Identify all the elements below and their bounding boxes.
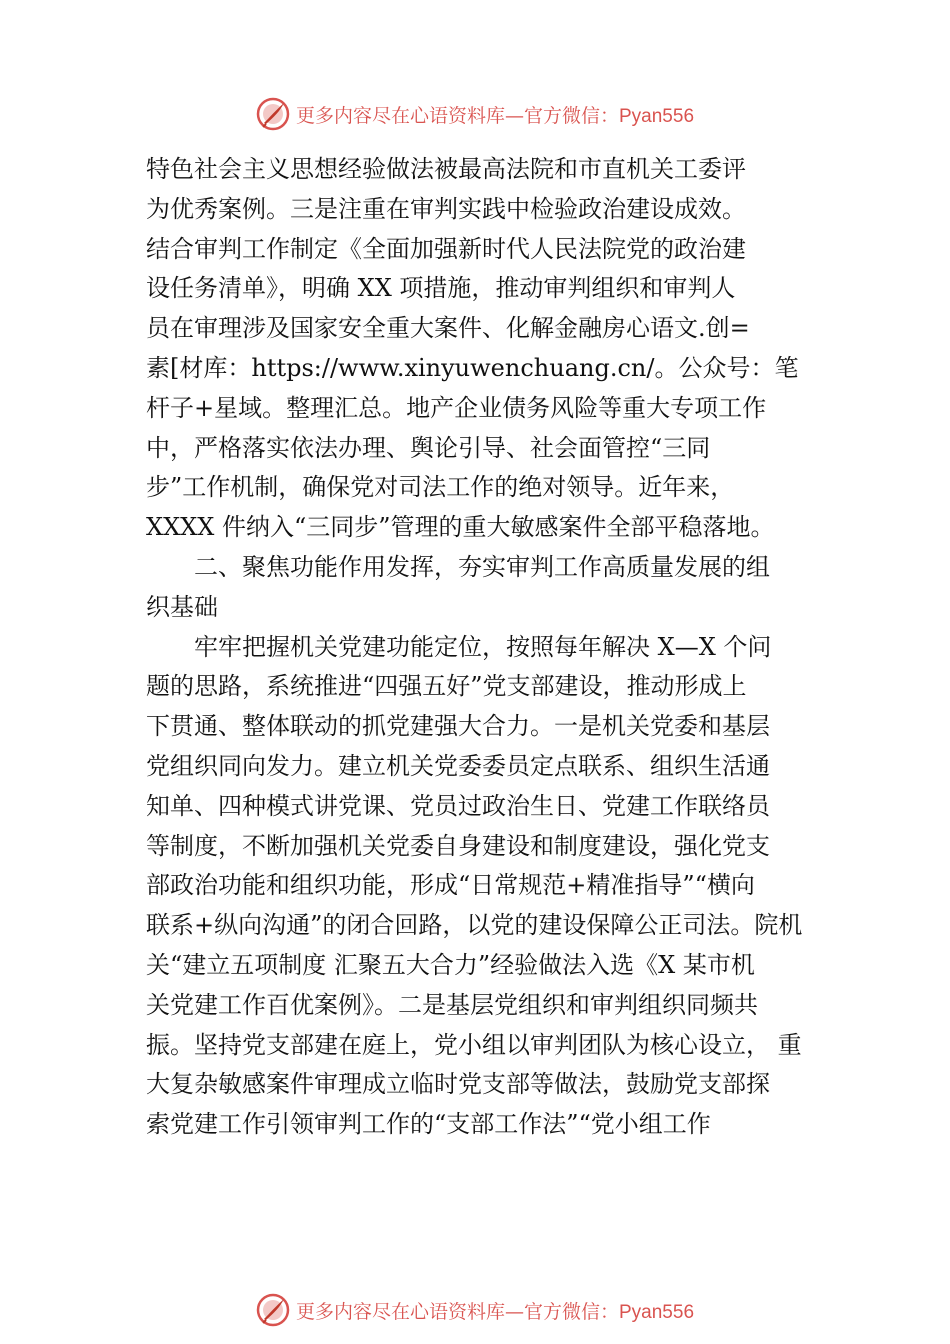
body-line: 结合审判工作制定《全面加强新时代人民法院党的政治建	[146, 234, 746, 263]
seal-quill-logo-icon	[256, 97, 290, 131]
header-watermark-text: 更多内容尽在心语资料库—官方微信：Pyan556	[295, 104, 695, 127]
body-line: 党组织同向发力。建立机关党委委员定点联系、组织生活通	[146, 751, 770, 780]
body-line: 关党建工作百优案例》。二是基层党组织和审判组织同频共	[146, 990, 758, 1019]
wechat-id: Pyan556	[619, 105, 695, 127]
body-line: 联系+纵向沟通”的闭合回路，以党的建设保障公正司法。院机	[146, 911, 803, 940]
body-line: 下贯通、整体联动的抓党建强大合力。一是机关党委和基层	[146, 712, 770, 741]
body-line: 素[材库：https://www.xinyuwenchuang.cn/。公众号：笔	[146, 353, 799, 382]
body-line: 题的思路，系统推进“四强五好”党支部建设，推动形成上	[146, 672, 747, 701]
body-line: 步”工作机制，确保党对司法工作的绝对领导。近年来，	[146, 473, 735, 502]
seal-quill-logo-icon	[256, 1293, 290, 1327]
body-line: 振。坚持党支部建在庭上，党小组以审判团队为核心设立， 重	[146, 1030, 802, 1059]
body-line: 部政治功能和组织功能，形成“日常规范+精准指导”“横向	[146, 871, 755, 900]
footer-watermark-text: 更多内容尽在心语资料库—官方微信：Pyan556	[295, 1300, 695, 1323]
body-line: 设任务清单》，明确 XX 项措施，推动审判组织和审判人	[146, 274, 736, 303]
paragraph-start: 牢牢把握机关党建功能定位，按照每年解决 X—X 个问	[194, 632, 772, 661]
body-line: XXXX 件纳入“三同步”管理的重大敏感案件全部平稳落地。	[146, 513, 775, 542]
body-line: 等制度，不断加强机关党委自身建设和制度建设，强化党支	[146, 831, 770, 860]
body-line: 员在审理涉及国家安全重大案件、化解金融房心语文.创=	[146, 314, 750, 343]
body-line: 知单、四种模式讲党课、党员过政治生日、党建工作联络员	[146, 791, 770, 820]
body-line: 大复杂敏感案件审理成立临时党支部等做法，鼓励党支部探	[146, 1070, 770, 1099]
header-watermark	[0, 94, 950, 134]
body-line: 中，严格落实依法办理、舆论引导、社会面管控“三同	[146, 433, 711, 462]
footer-watermark	[0, 1290, 950, 1330]
wechat-id: Pyan556	[619, 1301, 695, 1323]
section-heading: 二、聚焦功能作用发挥，夯实审判工作高质量发展的组	[194, 552, 770, 581]
body-line: 关“建立五项制度 汇聚五大合力”经验做法入选《X 某市机	[146, 950, 755, 979]
body-line: 为优秀案例。三是注重在审判实践中检验政治建设成效。	[146, 194, 746, 223]
document-body	[146, 150, 826, 1145]
section-heading-cont: 织基础	[146, 592, 218, 621]
body-line: 杆子+星域。整理汇总。地产企业债务风险等重大专项工作	[146, 393, 767, 422]
body-line: 索党建工作引领审判工作的“支部工作法”“党小组工作	[146, 1110, 711, 1139]
body-line: 特色社会主义思想经验做法被最高法院和市直机关工委评	[146, 155, 746, 183]
